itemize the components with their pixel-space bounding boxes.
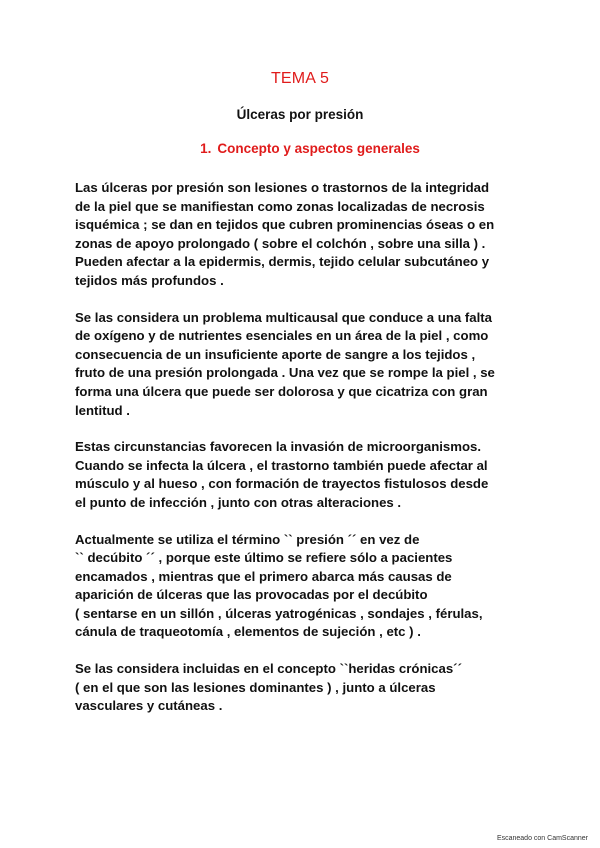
paragraph-line: zonas de apoyo prolongado ( sobre el colchón , sobre una silla ) .	[75, 235, 486, 251]
paragraph-line: Actualmente se utiliza el término `` presión ´´ en vez de	[75, 531, 420, 547]
paragraph-line: lentitud .	[75, 402, 130, 418]
paragraph-line: consecuencia de un insuficiente aporte de sangre a los tejidos ,	[75, 346, 476, 362]
paragraph	[75, 179, 530, 291]
paragraph-line: de la piel que se manifiestan como zonas localizadas de necrosis	[75, 198, 485, 214]
paragraph-line: Cuando se infecta la úlcera , el trastorno también puede afectar al	[75, 457, 488, 473]
paragraph	[75, 660, 530, 716]
paragraph-line: Se las considera incluidas en el concepto ``heridas crónicas´´	[75, 661, 462, 677]
paragraph-line: vasculares y cutáneas .	[75, 698, 223, 714]
paragraph-line: aparición de úlceras que las provocadas por el decúbito	[75, 587, 428, 603]
paragraph-line: tejidos más profundos .	[75, 272, 224, 288]
paragraph	[75, 531, 530, 643]
paragraph-line: Se las considera un problema multicausal que conduce a una falta	[75, 309, 492, 325]
paragraph-line: Estas circunstancias favorecen la invasión de microorganismos.	[75, 439, 482, 455]
paragraph-line: isquémica ; se dan en tejidos que cubren prominencias óseas o en	[75, 217, 495, 233]
paragraph-line: forma una úlcera que puede ser dolorosa y que cicatriza con gran	[75, 383, 488, 399]
paragraph-line: músculo y al hueso , con formación de trayectos fistulosos desde	[75, 476, 489, 492]
paragraph-line: el punto de infección , junto con otras alteraciones .	[75, 494, 402, 510]
paragraph-line: encamados , mientras que el primero abarca más causas de	[75, 568, 452, 584]
paragraph-line: `` decúbito ´´ , porque este último se refiere sólo a pacientes	[75, 550, 453, 566]
paragraph-line: ( sentarse en un sillón , úlceras yatrogénicas , sondajes , férulas,	[75, 605, 483, 621]
paragraph	[75, 309, 530, 421]
paragraph-line: cánula de traqueotomía , elementos de sujeción , etc ) .	[75, 624, 421, 640]
paragraph-line: Pueden afectar a la epidermis, dermis, tejido celular subcutáneo y	[75, 254, 490, 270]
paragraph-line: fruto de una presión prolongada . Una vez que se rompe la piel , se	[75, 365, 495, 381]
paragraph-line: de oxígeno y de nutrientes esenciales en un área de la piel , como	[75, 328, 489, 344]
paragraph-line: Las úlceras por presión son lesiones o trastornos de la integridad	[75, 180, 490, 195]
scanner-watermark: Escaneado con CamScanner	[496, 835, 588, 842]
paragraph	[75, 438, 530, 512]
section-number: 1.	[200, 141, 212, 156]
paragraph-line: ( en el que son las lesiones dominantes ) , junto a úlceras	[75, 679, 436, 695]
page-title: TEMA 5	[270, 70, 330, 87]
section-heading	[0, 141, 600, 156]
document-body	[75, 179, 530, 734]
section-title: Concepto y aspectos generales	[217, 141, 420, 156]
page-subtitle: Úlceras por presión	[236, 107, 364, 122]
